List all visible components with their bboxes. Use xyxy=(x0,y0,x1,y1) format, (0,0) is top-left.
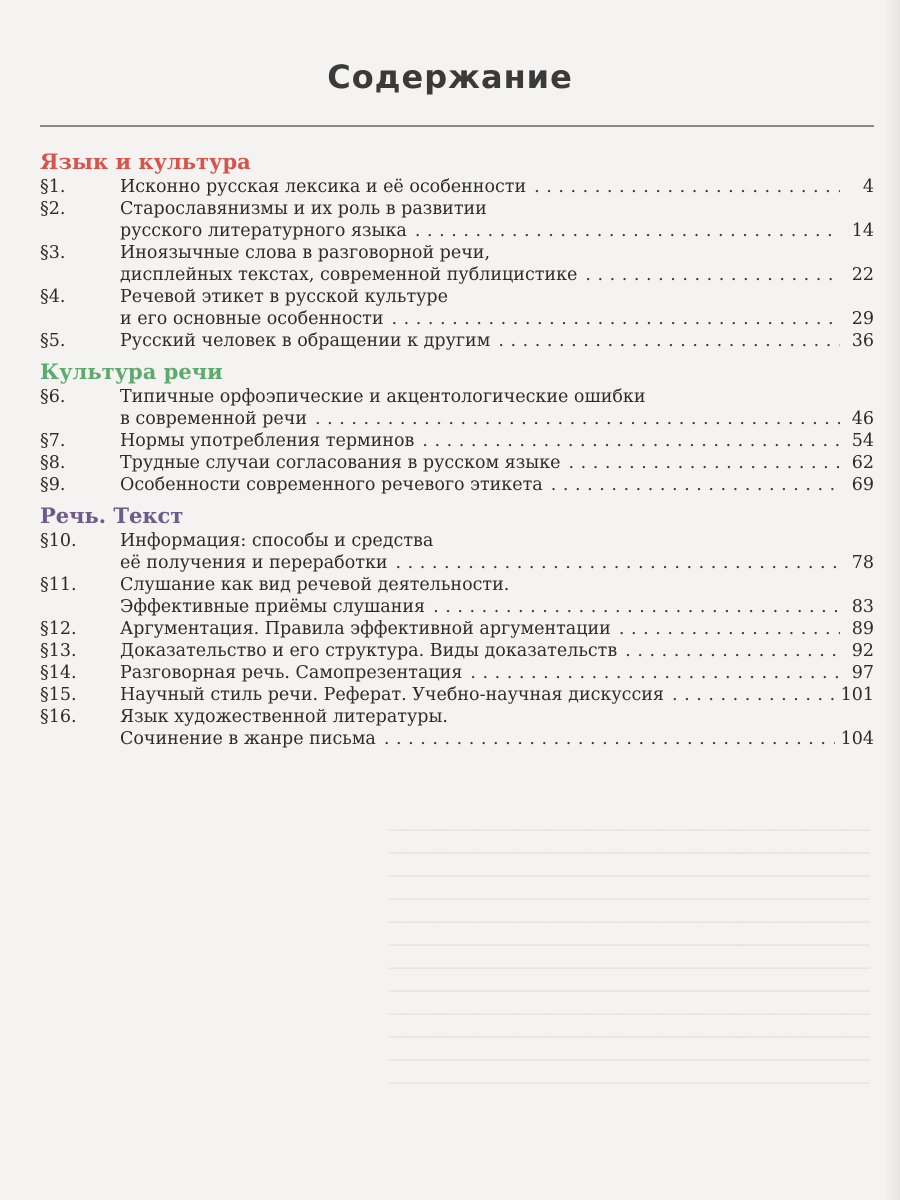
entry-title-line: русского литературного языка xyxy=(120,221,407,241)
paragraph-number: §2. xyxy=(40,199,66,219)
entry-title-line: Особенности современного речевого этикета xyxy=(120,475,543,495)
toc-entry[interactable] xyxy=(40,430,874,452)
page-number: 69 xyxy=(851,475,874,495)
page-number: 104 xyxy=(840,729,874,749)
toc-entry[interactable] xyxy=(40,330,874,352)
dot-leader xyxy=(396,552,840,574)
toc-entry[interactable] xyxy=(40,684,874,706)
dot-leader xyxy=(315,408,840,430)
paragraph-number: §16. xyxy=(40,707,77,727)
toc-entry[interactable] xyxy=(40,176,874,198)
dot-leader xyxy=(672,684,835,706)
entry-title-line: Слушание как вид речевой деятельности. xyxy=(120,575,510,595)
page-number: 89 xyxy=(851,619,874,639)
toc-entry[interactable] xyxy=(40,706,874,750)
toc-entry[interactable] xyxy=(40,574,874,618)
page-number: 4 xyxy=(862,177,874,197)
entry-title-line: Русский человек в обращении к другим xyxy=(120,331,491,351)
page-edge-shadow xyxy=(884,0,900,1200)
page-number: 54 xyxy=(851,431,874,451)
dot-leader xyxy=(534,176,840,198)
entry-title-line: Доказательство и его структура. Виды доказательств xyxy=(120,641,618,661)
paragraph-number: §14. xyxy=(40,663,77,683)
entry-title-line: Иноязычные слова в разговорной речи, xyxy=(120,243,491,263)
entry-title-line: Эффективные приёмы слушания xyxy=(120,597,426,617)
page-number: 78 xyxy=(851,553,874,573)
toc-entry[interactable] xyxy=(40,662,874,684)
dot-leader xyxy=(415,220,840,242)
paragraph-number: §12. xyxy=(40,619,77,639)
entry-title-line: её получения и переработки xyxy=(120,553,388,573)
paragraph-number: §10. xyxy=(40,531,77,551)
paragraph-number: §4. xyxy=(40,287,66,307)
paragraph-number: §13. xyxy=(40,641,77,661)
paragraph-number: §6. xyxy=(40,387,66,407)
entry-title-line: Язык художественной литературы. xyxy=(120,707,448,727)
entry-title-line: в современной речи xyxy=(120,409,308,429)
table-of-contents xyxy=(40,146,874,750)
entry-title-line: дисплейных текстах, современной публицистике xyxy=(120,265,578,285)
section-heading: Культура речи xyxy=(40,359,223,384)
paragraph-number: §5. xyxy=(40,331,66,351)
dot-leader xyxy=(568,452,840,474)
paragraph-number: §3. xyxy=(40,243,66,263)
entry-title-line: Аргументация. Правила эффективной аргументации xyxy=(120,619,611,639)
dot-leader xyxy=(392,308,840,330)
paragraph-number: §1. xyxy=(40,177,66,197)
page-number: 92 xyxy=(851,641,874,661)
entry-title-line: Трудные случаи согласования в русском языке xyxy=(120,453,561,473)
dot-leader xyxy=(384,728,835,750)
dot-leader xyxy=(585,264,840,286)
paragraph-number: §8. xyxy=(40,453,66,473)
entry-title-line: Информация: способы и средства xyxy=(120,531,434,551)
dot-leader xyxy=(619,618,840,640)
page-number: 97 xyxy=(851,663,874,683)
paragraph-number: §9. xyxy=(40,475,66,495)
toc-entry[interactable] xyxy=(40,198,874,242)
entry-title-line: Разговорная речь. Самопрезентация xyxy=(120,663,463,683)
toc-entry[interactable] xyxy=(40,530,874,574)
page-number: 83 xyxy=(851,597,874,617)
entry-title-line: Научный стиль речи. Реферат. Учебно-научная дискуссия xyxy=(120,685,664,705)
paragraph-number: §15. xyxy=(40,685,77,705)
entry-title-line: Исконно русская лексика и её особенности xyxy=(120,177,527,197)
paragraph-number: §7. xyxy=(40,431,66,451)
page-title: Содержание xyxy=(327,58,573,96)
dot-leader xyxy=(470,662,840,684)
section-heading: Речь. Текст xyxy=(40,503,184,528)
toc-entry[interactable] xyxy=(40,452,874,474)
dot-leader xyxy=(551,474,840,496)
entry-title-line: Нормы употребления терминов xyxy=(120,431,415,451)
dot-leader xyxy=(422,430,840,452)
dot-leader xyxy=(498,330,840,352)
toc-entry[interactable] xyxy=(40,640,874,662)
title-divider xyxy=(40,125,874,127)
page-number: 62 xyxy=(851,453,874,473)
paragraph-number: §11. xyxy=(40,575,77,595)
toc-entry[interactable] xyxy=(40,286,874,330)
entry-title-line: и его основные особенности xyxy=(120,309,384,329)
entry-title-line: Сочинение в жанре письма xyxy=(120,729,376,749)
page-number: 22 xyxy=(851,265,874,285)
page-number: 14 xyxy=(851,221,874,241)
dot-leader xyxy=(433,596,840,618)
entry-title-line: Типичные орфоэпические и акцентологические ошибки xyxy=(120,387,646,407)
dot-leader xyxy=(625,640,840,662)
entry-title-line: Речевой этикет в русской культуре xyxy=(120,287,448,307)
show-through-texture: ─────────────────────────────────────────────── ─────────────────────────────────────────────── ─────────────────────────────────────────────── ─────────────────────────────────────────────── ─────────────────────────────────────────────── ─────────────────────────────────────────────── ─────────────────────────────────────────────── ─────────────────────────────────────────────── ─────────────────────────────────────────────── ─────────────────────────────────────────────── ─────────────────────────────────────────────── ─────────────────────────────────────────────── xyxy=(388,821,870,1094)
section-heading: Язык и культура xyxy=(40,149,251,174)
page-number: 46 xyxy=(851,409,874,429)
toc-entry[interactable] xyxy=(40,242,874,286)
toc-entry[interactable] xyxy=(40,474,874,496)
page-number: 29 xyxy=(851,309,874,329)
page-number: 101 xyxy=(840,685,874,705)
entry-title-line: Старославянизмы и их роль в развитии xyxy=(120,199,487,219)
toc-entry[interactable] xyxy=(40,386,874,430)
page-number: 36 xyxy=(851,331,874,351)
toc-entry[interactable] xyxy=(40,618,874,640)
